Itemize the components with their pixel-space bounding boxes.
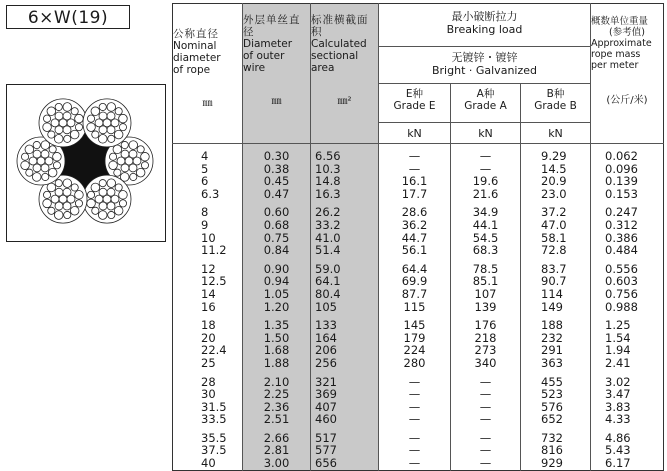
nominal-cell: 6 [173, 175, 243, 188]
area-cell: 105 [311, 301, 379, 314]
grade-e-cell: 17.7 [379, 188, 451, 201]
grade-b-cell: 37.2 [521, 206, 591, 219]
header-outer-en-2: of outer [243, 50, 285, 62]
header-nominal-cn: 公称直径 [173, 28, 219, 40]
grade-a-cell: 218 [451, 332, 521, 345]
filler-cell [311, 470, 379, 471]
grade-e-cell: 28.6 [379, 206, 451, 219]
mass-cell: 0.603 [605, 274, 638, 289]
outer-diameter-cell: 0.45 [243, 175, 311, 188]
outer-diameter-cell: 1.50 [243, 332, 311, 345]
unit-kn-a: kN [451, 123, 521, 144]
area-cell: 41.0 [311, 232, 379, 245]
outer-diameter-cell: 0.60 [243, 206, 311, 219]
header-grade-a-en: Grade A [464, 100, 507, 112]
nominal-cell: 37.5 [173, 444, 243, 457]
grade-e-cell: — [379, 163, 451, 176]
grade-b-cell: 23.0 [521, 188, 591, 201]
area-cell: 369 [311, 388, 379, 401]
mass-cell: 0.386 [605, 230, 638, 245]
grade-e-cell: 87.7 [379, 288, 451, 301]
area-cell: 59.0 [311, 263, 379, 276]
grade-e-cell: 44.7 [379, 232, 451, 245]
nominal-cell: 12.5 [173, 275, 243, 288]
header-finish [379, 47, 591, 84]
outer-diameter-cell: 0.90 [243, 263, 311, 276]
grade-b-cell: 816 [521, 444, 591, 457]
grade-a-cell: 139 [451, 301, 521, 314]
grade-a-cell: — [451, 413, 521, 426]
header-area-en-3: area [311, 62, 335, 74]
table-row [173, 150, 664, 163]
area-cell: 10.3 [311, 163, 379, 176]
mass-cell: 0.556 [605, 261, 638, 276]
nominal-cell: 4 [173, 150, 243, 163]
mass-cell: 6.17 [605, 456, 631, 471]
header-breaking-en: Breaking load [446, 23, 523, 36]
area-cell: 407 [311, 401, 379, 414]
mass-cell: 4.33 [605, 412, 631, 427]
grade-a-cell: 340 [451, 357, 521, 370]
grade-e-cell: 179 [379, 332, 451, 345]
nominal-cell: 10 [173, 232, 243, 245]
nominal-cell: 11.2 [173, 244, 243, 257]
table-row [173, 457, 664, 470]
unit-kn-b: kN [521, 123, 591, 144]
grade-e-cell: — [379, 413, 451, 426]
filler-cell [451, 470, 521, 471]
outer-diameter-cell: 2.25 [243, 388, 311, 401]
area-cell: 656 [311, 457, 379, 470]
area-cell: 51.4 [311, 244, 379, 257]
header-breaking-load [379, 4, 591, 47]
grade-a-cell: — [451, 457, 521, 470]
header-outer-wire [243, 4, 311, 123]
area-cell: 321 [311, 376, 379, 389]
outer-diameter-cell: 0.68 [243, 219, 311, 232]
table-row [173, 388, 664, 401]
table-row [173, 175, 664, 188]
unit-kn-e: kN [379, 123, 451, 144]
header-mass-cn: 概数单位重量 [591, 16, 649, 27]
nominal-cell: 8 [173, 206, 243, 219]
grade-e-cell: 224 [379, 344, 451, 357]
grade-e-cell: — [379, 401, 451, 414]
product-title: 6×W(19) [6, 5, 130, 29]
outer-diameter-cell: 1.35 [243, 319, 311, 332]
header-grade-b-cn: B种 [546, 88, 565, 100]
grade-b-cell: 72.8 [521, 244, 591, 257]
grade-b-cell: 232 [521, 332, 591, 345]
header-mass-unit: (公斤/米) [606, 95, 648, 106]
mass-cell: 3.83 [605, 399, 631, 414]
header-nominal [173, 4, 243, 123]
grade-e-cell: 36.2 [379, 219, 451, 232]
mass-cell: 0.756 [605, 286, 638, 301]
mass-cell: 3.47 [605, 387, 631, 402]
grade-b-cell: 652 [521, 413, 591, 426]
grade-b-cell: 83.7 [521, 263, 591, 276]
grade-b-cell: 188 [521, 319, 591, 332]
nominal-cell: 22.4 [173, 344, 243, 357]
grade-a-cell: 68.3 [451, 244, 521, 257]
grade-a-cell: — [451, 401, 521, 414]
grade-a-cell: 19.6 [451, 175, 521, 188]
grade-b-cell: 90.7 [521, 275, 591, 288]
nominal-cell: 30 [173, 388, 243, 401]
grade-b-cell: 929 [521, 457, 591, 470]
table-row [173, 357, 664, 370]
table-row [173, 219, 664, 232]
grade-e-cell: 56.1 [379, 244, 451, 257]
header-grade-a-cn: A种 [476, 88, 495, 100]
grade-a-cell: 107 [451, 288, 521, 301]
area-cell: 164 [311, 332, 379, 345]
header-mass [591, 4, 664, 123]
area-cell: 6.56 [311, 150, 379, 163]
outer-diameter-cell: 0.84 [243, 244, 311, 257]
header-grade-e-cn: E种 [405, 88, 424, 100]
outer-diameter-cell: 0.94 [243, 275, 311, 288]
nominal-cell: 35.5 [173, 432, 243, 445]
header-mass-en-1: Approximate [591, 38, 652, 49]
area-cell: 133 [311, 319, 379, 332]
header-grade-b-en: Grade B [534, 100, 577, 112]
mass-cell: 0.139 [605, 174, 638, 189]
mass-cell: 0.062 [605, 149, 638, 163]
grade-e-cell: — [379, 432, 451, 445]
grade-a-cell: 21.6 [451, 188, 521, 201]
outer-diameter-cell: 0.30 [243, 150, 311, 163]
filler-cell [591, 470, 664, 471]
mass-cell: 4.86 [605, 430, 631, 445]
grade-b-cell: 455 [521, 376, 591, 389]
table-body [173, 144, 664, 471]
grade-a-cell: — [451, 150, 521, 163]
kn-spacer-1 [173, 123, 243, 144]
area-cell: 577 [311, 444, 379, 457]
nominal-cell: 33.5 [173, 413, 243, 426]
outer-diameter-cell: 1.05 [243, 288, 311, 301]
grade-e-cell: 16.1 [379, 175, 451, 188]
mass-cell: 1.94 [605, 343, 631, 358]
nominal-cell: 12 [173, 263, 243, 276]
nominal-cell: 20 [173, 332, 243, 345]
grade-e-cell: — [379, 376, 451, 389]
nominal-cell: 28 [173, 376, 243, 389]
grade-e-cell: 115 [379, 301, 451, 314]
mass-cell: 2.41 [605, 355, 631, 370]
outer-diameter-cell: 0.47 [243, 188, 311, 201]
outer-diameter-cell: 0.38 [243, 163, 311, 176]
grade-e-cell: 64.4 [379, 263, 451, 276]
header-area-en-2: sectional [311, 50, 359, 62]
header-outer-en-1: Diameter [243, 38, 293, 50]
kn-spacer-4 [591, 123, 664, 144]
area-cell: 16.3 [311, 188, 379, 201]
mass-cell: 1.54 [605, 330, 631, 345]
grade-b-cell: 576 [521, 401, 591, 414]
table-filler [173, 470, 664, 471]
grade-b-cell: 149 [521, 301, 591, 314]
grade-e-cell: — [379, 457, 451, 470]
header-mass-en-2: rope mass [591, 49, 641, 60]
outer-diameter-cell: 2.10 [243, 376, 311, 389]
header-mass-cn2: (参考值) [609, 27, 645, 38]
area-cell: 460 [311, 413, 379, 426]
mass-cell: 0.988 [605, 299, 638, 314]
table-row [173, 188, 664, 201]
filler-cell [379, 470, 451, 471]
grade-a-cell: 44.1 [451, 219, 521, 232]
area-cell: 80.4 [311, 288, 379, 301]
header-finish-en: Bright · Galvanized [431, 64, 537, 77]
area-cell: 517 [311, 432, 379, 445]
grade-b-cell: 114 [521, 288, 591, 301]
table-row [173, 319, 664, 332]
grade-a-cell: 176 [451, 319, 521, 332]
grade-a-cell: 85.1 [451, 275, 521, 288]
grade-a-cell: — [451, 432, 521, 445]
grade-e-cell: — [379, 388, 451, 401]
grade-b-cell: 523 [521, 388, 591, 401]
filler-cell [173, 470, 243, 471]
grade-a-cell: — [451, 163, 521, 176]
outer-diameter-cell: 1.68 [243, 344, 311, 357]
grade-b-cell: 9.29 [521, 150, 591, 163]
nominal-cell: 16 [173, 301, 243, 314]
nominal-cell: 18 [173, 319, 243, 332]
table-row [173, 301, 664, 314]
header-nominal-unit: ㎜ [202, 98, 213, 109]
outer-diameter-cell: 2.66 [243, 432, 311, 445]
grade-e-cell: 145 [379, 319, 451, 332]
grade-b-cell: 363 [521, 357, 591, 370]
outer-diameter-cell: 2.81 [243, 444, 311, 457]
grade-a-cell: — [451, 388, 521, 401]
nominal-cell: 9 [173, 219, 243, 232]
grade-a-cell: 34.9 [451, 206, 521, 219]
grade-a-cell: — [451, 376, 521, 389]
mass-cell: 5.43 [605, 443, 631, 458]
header-area [311, 4, 379, 123]
area-cell: 33.2 [311, 219, 379, 232]
mass-cell: 0.312 [605, 217, 638, 232]
nominal-cell: 14 [173, 288, 243, 301]
outer-diameter-cell: 1.88 [243, 357, 311, 370]
header-nominal-en-1: Nominal [173, 40, 217, 52]
grade-b-cell: 20.9 [521, 175, 591, 188]
rope-cross-section-image [6, 84, 166, 242]
specification-table [172, 3, 664, 471]
filler-cell [243, 470, 311, 471]
grade-e-cell: 69.9 [379, 275, 451, 288]
mass-cell: 0.096 [605, 161, 638, 176]
header-nominal-en-3: of rope [173, 64, 211, 76]
kn-spacer-3 [311, 123, 379, 144]
mass-cell: 0.484 [605, 243, 638, 258]
grade-e-cell: — [379, 150, 451, 163]
header-finish-cn: 无镀锌・镀锌 [451, 51, 518, 64]
area-cell: 26.2 [311, 206, 379, 219]
grade-a-cell: 78.5 [451, 263, 521, 276]
filler-cell [521, 470, 591, 471]
mass-cell: 1.25 [605, 318, 631, 333]
nominal-cell: 40 [173, 457, 243, 470]
grade-a-cell: 54.5 [451, 232, 521, 245]
header-outer-unit: ㎜ [271, 96, 282, 107]
grade-b-cell: 58.1 [521, 232, 591, 245]
outer-diameter-cell: 0.75 [243, 232, 311, 245]
table-row [173, 413, 664, 426]
nominal-cell: 31.5 [173, 401, 243, 414]
rope-cross-section-icon [7, 85, 164, 240]
table-row [173, 288, 664, 301]
area-cell: 206 [311, 344, 379, 357]
grade-b-cell: 47.0 [521, 219, 591, 232]
header-area-en-1: Calculated [311, 38, 367, 50]
nominal-cell: 25 [173, 357, 243, 370]
header-outer-en-3: wire [243, 62, 266, 74]
mass-cell: 3.02 [605, 374, 631, 389]
header-breaking-cn: 最小破断拉力 [451, 10, 518, 23]
header-mass-en-3: per meter [591, 60, 639, 71]
header-area-cn: 标准横截面 积 [311, 14, 369, 38]
area-cell: 64.1 [311, 275, 379, 288]
outer-diameter-cell: 2.51 [243, 413, 311, 426]
header-grade-e [379, 84, 451, 123]
header-area-unit: ㎜² [337, 96, 352, 107]
header-nominal-en-2: diameter [173, 52, 221, 64]
mass-cell: 0.153 [605, 186, 638, 201]
mass-cell: 0.247 [605, 205, 638, 220]
header-grade-e-en: Grade E [393, 100, 436, 112]
table-row [173, 244, 664, 257]
outer-diameter-cell: 2.36 [243, 401, 311, 414]
outer-diameter-cell: 1.20 [243, 301, 311, 314]
header-grade-b [521, 84, 591, 123]
grade-e-cell: — [379, 444, 451, 457]
grade-a-cell: 273 [451, 344, 521, 357]
nominal-cell: 5 [173, 163, 243, 176]
outer-diameter-cell: 3.00 [243, 457, 311, 470]
grade-e-cell: 280 [379, 357, 451, 370]
grade-a-cell: — [451, 444, 521, 457]
header-grade-a [451, 84, 521, 123]
header-outer-cn: 外层单丝直 径 [243, 14, 301, 38]
nominal-cell: 6.3 [173, 188, 243, 201]
grade-b-cell: 14.5 [521, 163, 591, 176]
area-cell: 256 [311, 357, 379, 370]
kn-spacer-2 [243, 123, 311, 144]
area-cell: 14.8 [311, 175, 379, 188]
grade-b-cell: 732 [521, 432, 591, 445]
grade-b-cell: 291 [521, 344, 591, 357]
